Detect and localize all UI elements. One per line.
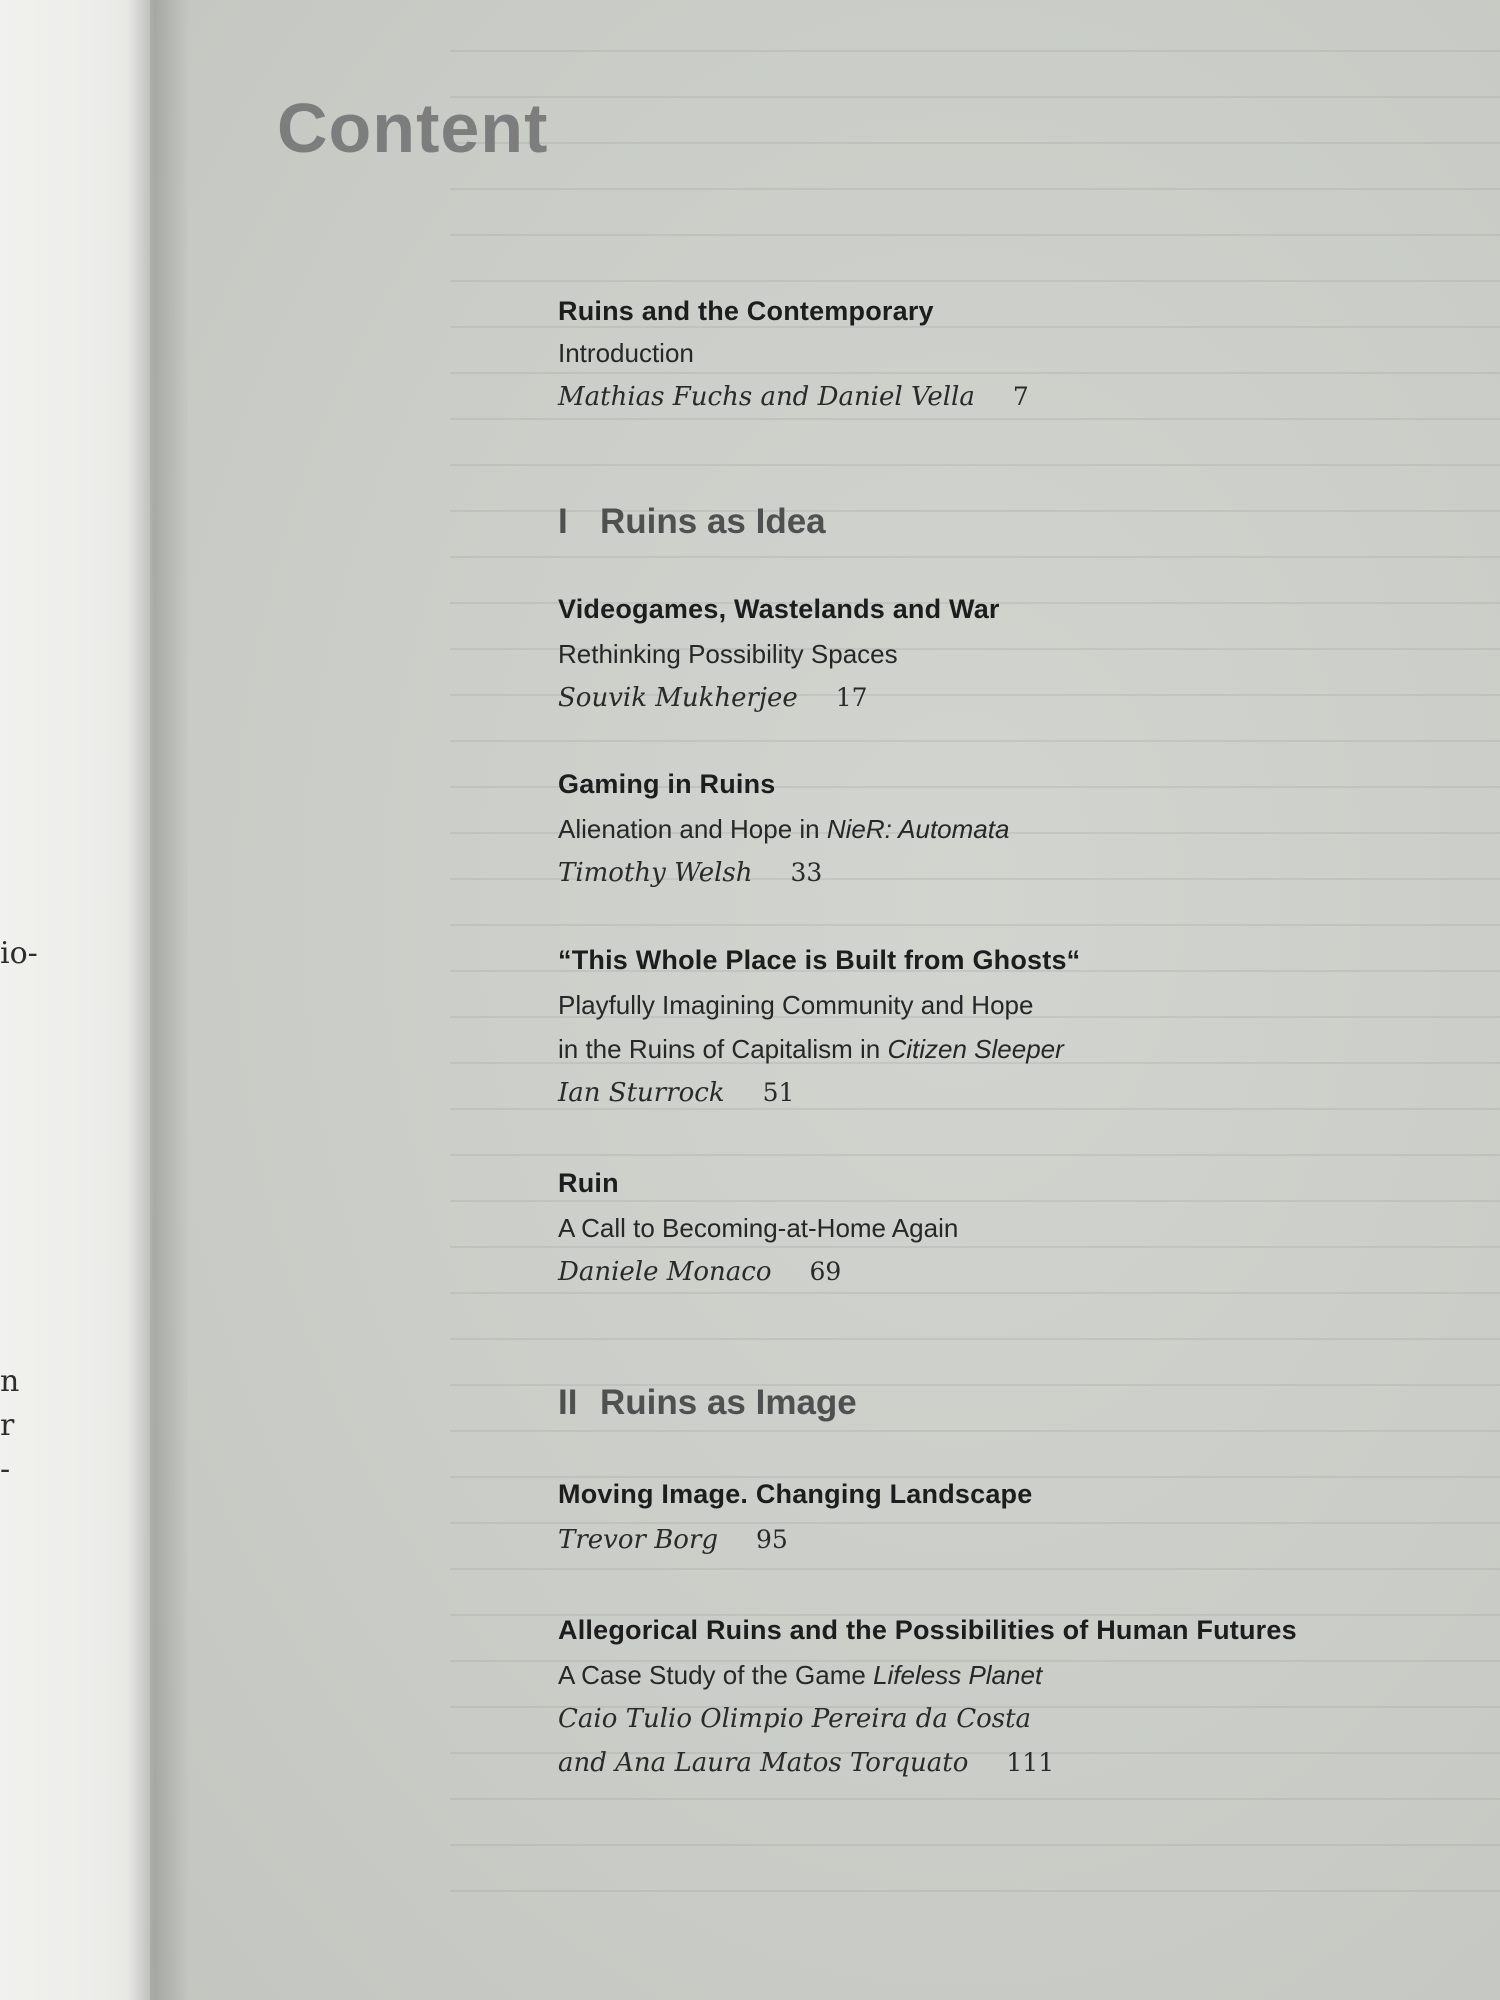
work-title: NieR: Automata	[826, 814, 1010, 844]
subtitle-text: in the Ruins of Capitalism in	[558, 1034, 888, 1064]
section-numeral: I	[558, 502, 568, 541]
entry-title: Allegorical Ruins and the Possibilities of Human Futures	[558, 1615, 1297, 1645]
entry-title: Ruins and the Contemporary	[558, 296, 934, 326]
page-number: 95	[756, 1525, 788, 1554]
entry-authors	[558, 1748, 1054, 1778]
entry-title: “This Whole Place is Built from Ghosts“	[558, 945, 1081, 975]
author-name: Ian Sturrock	[558, 1078, 725, 1108]
work-title: Citizen Sleeper	[887, 1034, 1064, 1064]
author-name: Souvik Mukherjee	[558, 683, 798, 713]
entry-title: Moving Image. Changing Landscape	[558, 1479, 1033, 1509]
entry-authors	[558, 1078, 794, 1108]
page-number: 51	[762, 1078, 795, 1107]
section-numeral: II	[558, 1383, 578, 1422]
entry-title: Ruin	[558, 1168, 619, 1198]
author-name: and Ana Laura Matos Torquato	[558, 1748, 969, 1778]
entry-title: Videogames, Wastelands and War	[558, 594, 1000, 624]
left-page-fragment: r	[0, 1408, 15, 1443]
left-page-fragment: n	[0, 1364, 20, 1399]
entry-subtitle: Playfully Imagining Community and Hope	[558, 990, 1034, 1020]
entry-authors	[558, 858, 822, 888]
subtitle-text: Alienation and Hope in	[558, 814, 827, 844]
entry-authors	[558, 1525, 788, 1555]
section-title: Ruins as Image	[600, 1383, 857, 1422]
left-page-fragment: io-	[0, 936, 38, 971]
section-heading-2	[558, 1383, 857, 1423]
subtitle-text: A Case Study of the Game	[558, 1660, 874, 1690]
work-title: Lifeless Planet	[873, 1660, 1043, 1690]
page-number: 7	[1012, 382, 1029, 411]
entry-title: Gaming in Ruins	[558, 769, 776, 799]
page-number: 17	[835, 683, 868, 712]
entry-subtitle	[558, 1660, 1042, 1691]
author-name: Daniele Monaco	[558, 1257, 772, 1287]
entry-subtitle: A Call to Becoming-at-Home Again	[558, 1213, 959, 1243]
entry-subtitle: Introduction	[558, 338, 694, 368]
left-page-fragment: -	[0, 1452, 11, 1487]
entry-authors	[558, 683, 868, 713]
entry-authors	[558, 1257, 841, 1287]
book-gutter-shadow	[128, 0, 188, 2000]
entry-subtitle	[558, 814, 1009, 845]
page-number: 33	[790, 858, 823, 887]
author-name: Mathias Fuchs and Daniel Vella	[558, 382, 975, 412]
section-title: Ruins as Idea	[600, 502, 826, 541]
entry-authors: Caio Tulio Olimpio Pereira da Costa	[558, 1704, 1032, 1734]
section-heading-1	[558, 502, 826, 542]
author-name: Trevor Borg	[558, 1525, 719, 1555]
entry-subtitle	[558, 1034, 1064, 1065]
page-number: 69	[809, 1257, 842, 1286]
page-number: 111	[1006, 1748, 1055, 1777]
page-title: Content	[277, 89, 549, 167]
entry-authors	[558, 382, 1029, 412]
entry-subtitle: Rethinking Possibility Spaces	[558, 639, 898, 669]
author-name: Timothy Welsh	[558, 858, 753, 888]
